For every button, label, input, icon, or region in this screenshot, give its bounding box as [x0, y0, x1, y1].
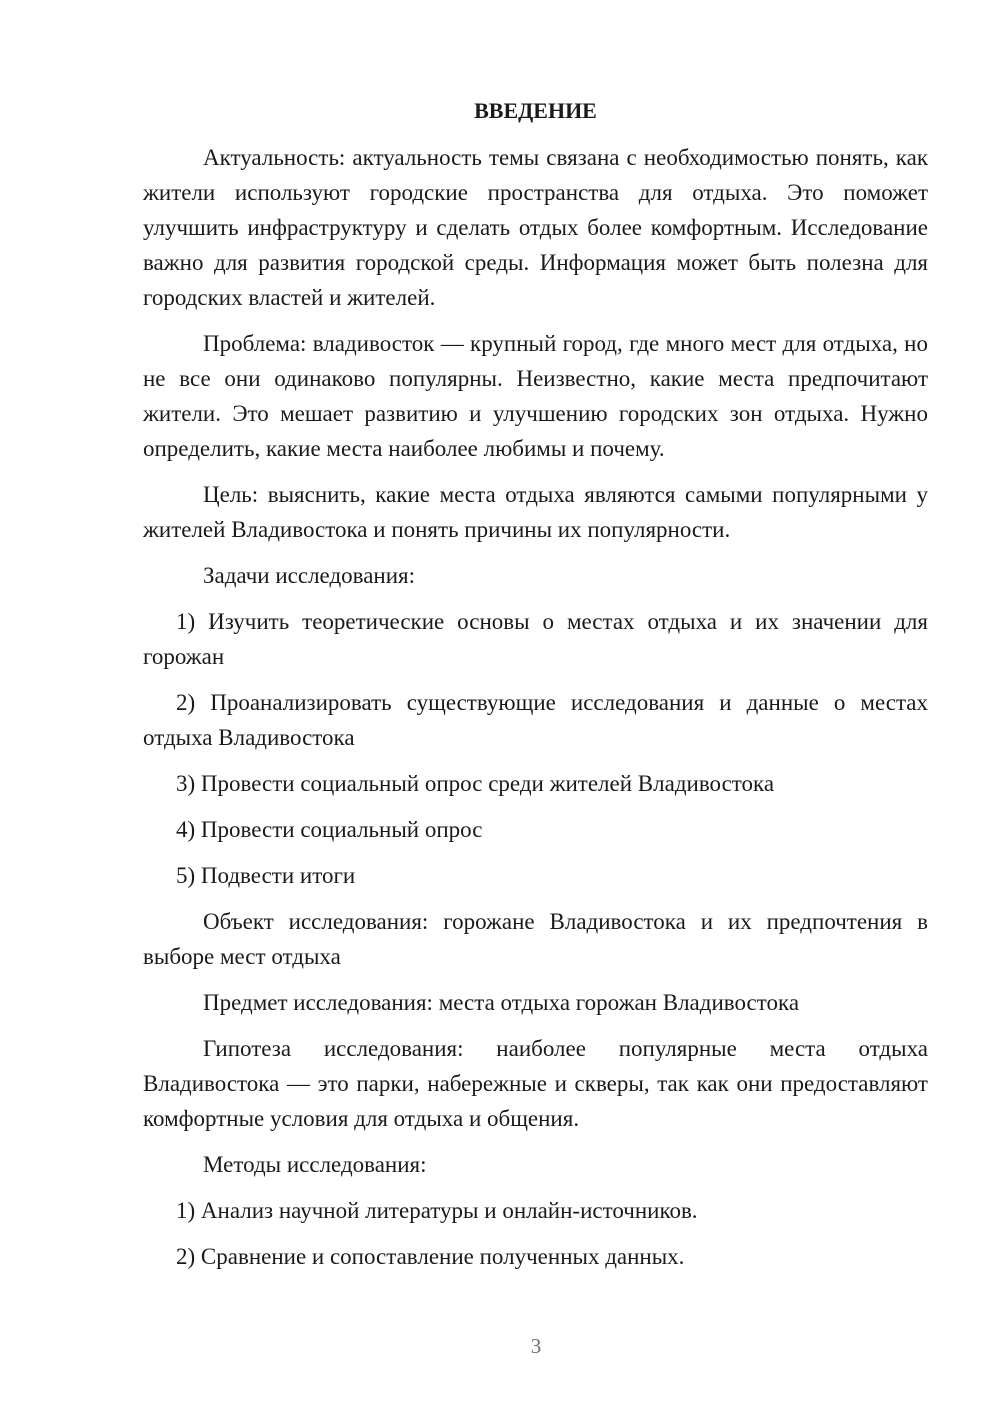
problem-paragraph: Проблема: владивосток — крупный город, где много мест для отдыха, но не все они одинаково популярны. Неизвестно, какие места предпочитают жители. Это мешает развитию и улучшению городских зон отдыха. Нужно определить, какие места наиболее любимы и почему.: [143, 331, 928, 461]
subject-paragraph: Предмет исследования: места отдыха горожан Владивостока: [203, 990, 800, 1015]
tasks-list: [143, 604, 928, 893]
page-content: [143, 96, 928, 1285]
page-title: ВВЕДЕНИЕ: [474, 98, 597, 123]
list-item: 2) Сравнение и сопоставление полученных данных.: [176, 1244, 685, 1269]
page-number: 3: [530, 1334, 542, 1358]
methods-heading: Методы исследования:: [203, 1152, 427, 1177]
hypothesis-paragraph: Гипотеза исследования: наиболее популярные места отдыха Владивостока — это парки, набережные и скверы, так как они предоставляют комфортные условия для отдыха и общения.: [143, 1036, 928, 1131]
list-item: 1) Изучить теоретические основы о местах отдыха и их значении для горожан: [143, 609, 928, 669]
list-item: 2) Проанализировать существующие исследования и данные о местах отдыха Владивостока: [143, 690, 928, 750]
list-item: 5) Подвести итоги: [176, 863, 356, 888]
goal-paragraph: Цель: выяснить, какие места отдыха являются самыми популярными у жителей Владивостока и понять причины их популярности.: [143, 482, 928, 542]
list-item: 4) Провести социальный опрос: [176, 817, 483, 842]
list-item: 3) Провести социальный опрос среди жителей Владивостока: [176, 771, 775, 796]
list-item: 1) Анализ научной литературы и онлайн-источников.: [176, 1198, 698, 1223]
object-paragraph: Объект исследования: горожане Владивостока и их предпочтения в выборе мест отдыха: [143, 909, 928, 969]
relevance-paragraph: Актуальность: актуальность темы связана с необходимостью понять, как жители используют городские пространства для отдыха. Это поможет улучшить инфраструктуру и сделать отдых более комфортным. Исследование важно для развития городской среды. Информация может быть полезна для городских властей и жителей.: [143, 145, 928, 310]
methods-list: [143, 1193, 928, 1274]
tasks-heading: Задачи исследования:: [203, 563, 416, 588]
